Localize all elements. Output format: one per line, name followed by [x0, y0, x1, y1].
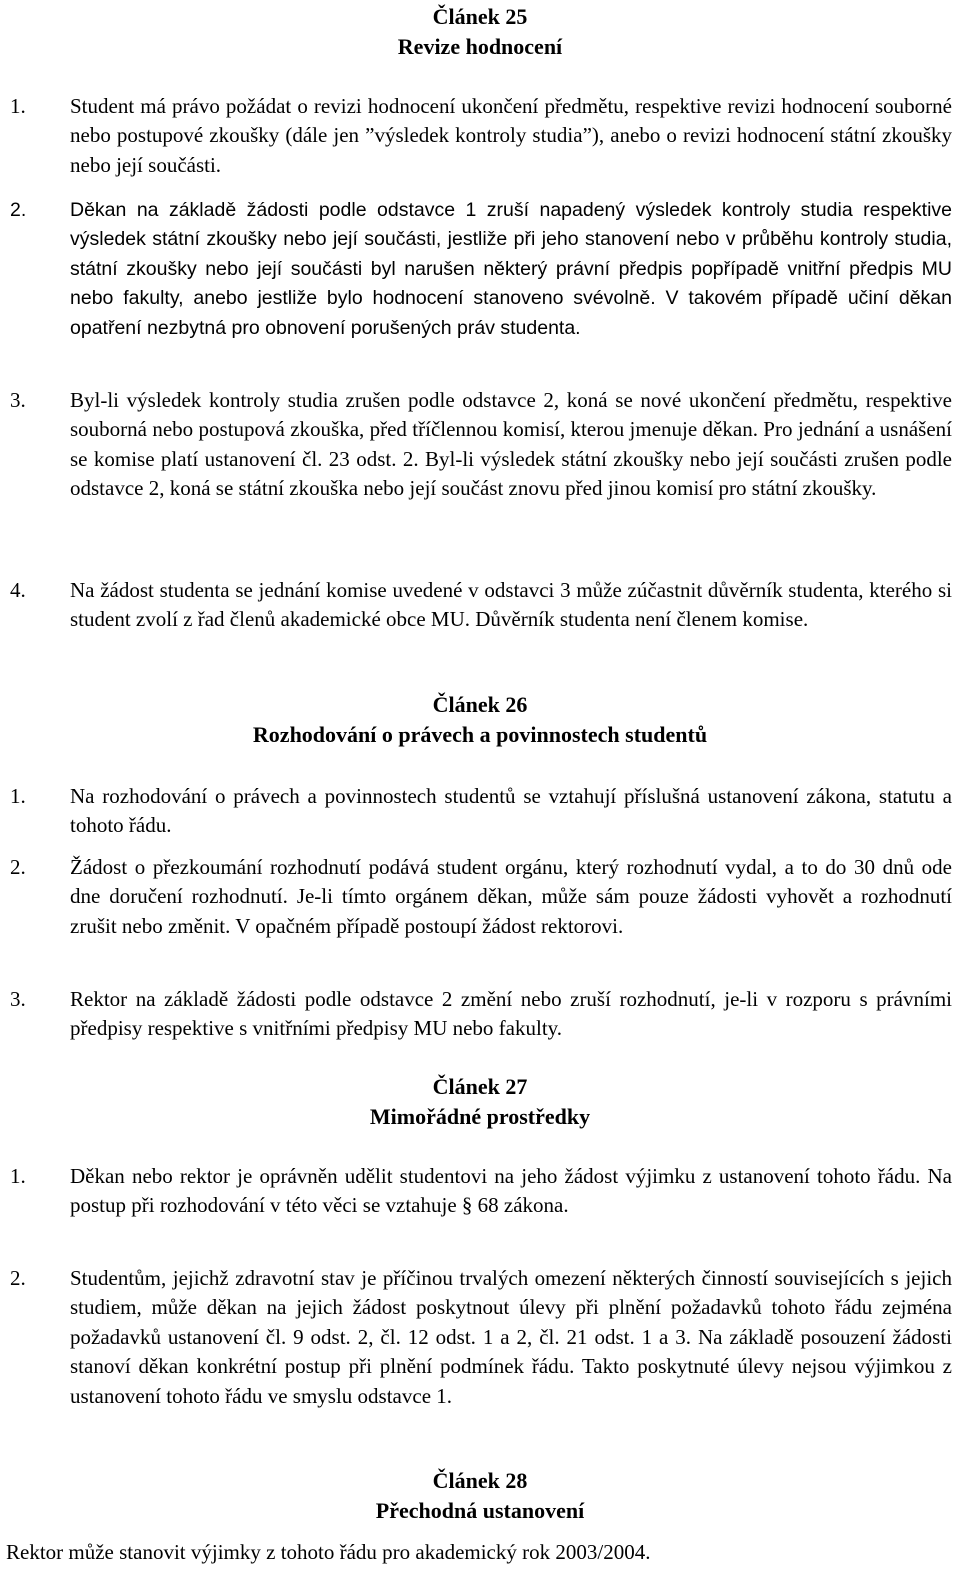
paragraph-number: 2.: [10, 199, 27, 221]
article-26-paragraph-2: [0, 853, 960, 941]
article-26-paragraph-3: [0, 985, 960, 1044]
article-25-paragraph-4: [0, 576, 960, 635]
article-number: Článek 26: [432, 692, 528, 717]
paragraph: [0, 196, 960, 343]
paragraph-number: 1.: [10, 784, 26, 808]
article-title: Rozhodování o právech a povinnostech studentů: [252, 722, 708, 747]
article-27: [0, 1072, 960, 1132]
paragraph: [0, 853, 960, 941]
article-27-paragraph-1: [0, 1162, 960, 1221]
paragraph-text: Student má právo požádat o revizi hodnocení ukončení předmětu, respektive revizi hodnocení souborné nebo postupové zkoušky (dále jen ”výsledek kontroly studia”), anebo o revizi hodnocení státní zkoušky nebo její součásti.: [70, 94, 952, 177]
article-25-paragraph-1: [0, 92, 960, 180]
paragraph-number: 3.: [10, 388, 26, 412]
article-26: [0, 690, 960, 750]
paragraph-number: 1.: [10, 94, 26, 118]
article-number: Článek 25: [432, 4, 528, 29]
paragraph-text: Děkan na základě žádosti podle odstavce 1 zruší napadený výsledek kontroly studia respektive výsledek státní zkoušky nebo její součásti, jestliže při jeho stanovení nebo v průběhu kontroly studia, státní zkoušky nebo její součásti byl narušen některý právní předpis popřípadě vnitřní předpis MU nebo fakulty, anebo jestliže bylo hodnocení stanoveno svévolně. V takovém případě učiní děkan opatření nezbytná pro obnovení porušených práv studenta.: [70, 199, 952, 339]
article-number: Článek 27: [432, 1074, 528, 1099]
paragraph-text: Děkan nebo rektor je oprávněn udělit studentovi na jeho žádost výjimku z ustanovení tohoto řádu. Na postup při rozhodování v této věci se vztahuje § 68 zákona.: [70, 1164, 952, 1218]
paragraph-text: Rektor na základě žádosti podle odstavce 2 změní nebo zruší rozhodnutí, je-li v rozporu s právními předpisy respektive s vnitřními předpisy MU nebo fakulty.: [70, 987, 952, 1041]
paragraph-text: Žádost o přezkoumání rozhodnutí podává student orgánu, který rozhodnutí vydal, a to do 30 dnů ode dne doručení rozhodnutí. Je-li tímto orgánem děkan, může sám pouze žádosti vyhovět a rozhodnutí zrušit nebo změnit. V opačném případě postoupí žádost rektorovi.: [70, 855, 952, 938]
paragraph-number: 2.: [10, 1266, 26, 1290]
article-28-body: [0, 1538, 960, 1567]
paragraph: [0, 985, 960, 1044]
article-25-paragraph-3: [0, 386, 960, 504]
paragraph: [0, 576, 960, 635]
paragraph-text: Studentům, jejichž zdravotní stav je příčinou trvalých omezení některých činností souvisejících s jejich studiem, může děkan na jejich žádost poskytnout úlevy při plnění požadavků tohoto řádu zejména požadavků ustanovení čl. 9 odst. 2, čl. 12 odst. 1 a 2, čl. 21 odst. 1 a 3. Na základě posouzení žádosti stanoví děkan konkrétní postup při plnění podmínek řádu. Takto poskytnuté úlevy nejsou výjimkou z ustanovení tohoto řádu ve smyslu odstavce 1.: [70, 1266, 952, 1408]
article-26-paragraph-1: [0, 782, 960, 841]
paragraph: [0, 1162, 960, 1221]
paragraph: [0, 1264, 960, 1411]
article-25-paragraph-2: [0, 196, 960, 343]
paragraph: [0, 92, 960, 180]
article-28: [0, 1466, 960, 1526]
paragraph-text: Na rozhodování o právech a povinnostech studentů se vztahují příslušná ustanovení zákona, statutu a tohoto řádu.: [70, 784, 952, 838]
paragraph: [0, 782, 960, 841]
article-27-paragraph-2: [0, 1264, 960, 1411]
paragraph-text: Byl-li výsledek kontroly studia zrušen podle odstavce 2, koná se nové ukončení předmětu, respektive souborná nebo postupová zkouška, před tříčlennou komisí, kterou jmenuje děkan. Pro jednání a usnášení se komise platí ustanovení čl. 23 odst. 2. Byl-li výsledek státní zkoušky nebo její součásti zrušen podle odstavce 2, koná se státní zkouška nebo její součást znovu před jinou komisí pro státní zkoušky.: [70, 388, 952, 501]
paragraph: [0, 386, 960, 504]
paragraph-number: 3.: [10, 987, 26, 1011]
paragraph-number: 1.: [10, 1164, 26, 1188]
article-title: Mimořádné prostředky: [369, 1104, 591, 1129]
paragraph-number: 2.: [10, 855, 26, 879]
paragraph-text: Rektor může stanovit výjimky z tohoto řádu pro akademický rok 2003/2004.: [6, 1540, 651, 1564]
article-number: Článek 28: [432, 1468, 528, 1493]
paragraph-number: 4.: [10, 578, 26, 602]
paragraph-text: Na žádost studenta se jednání komise uvedené v odstavci 3 může zúčastnit důvěrník studenta, kterého si student zvolí z řad členů akademické obce MU. Důvěrník studenta není členem komise.: [70, 578, 952, 632]
article-title: Revize hodnocení: [397, 34, 563, 59]
article-25: [0, 2, 960, 62]
article-title: Přechodná ustanovení: [375, 1498, 585, 1523]
